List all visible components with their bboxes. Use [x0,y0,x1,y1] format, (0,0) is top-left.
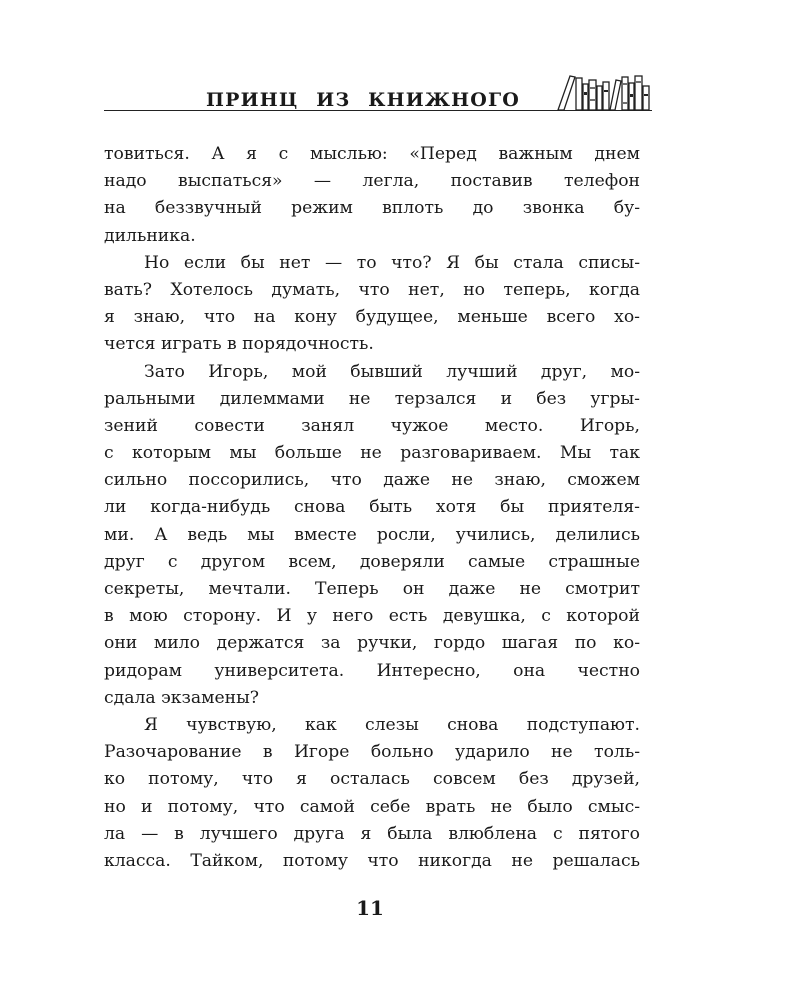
running-head-title: ПРИНЦ ИЗ КНИЖНОГО [206,89,521,111]
text-line: на беззвучный режим вплоть до звонка бу- [104,198,640,219]
text-line: чется играть в порядочность. [104,334,374,355]
paragraph-2 [104,250,640,359]
text-line: дильника. [104,225,196,246]
text-line: товиться. А я с мыслью: «Перед важным днем [104,144,640,164]
text-line: сдала экзамены? [104,687,259,708]
text-line: Зато Игорь, мой бывший лучший друг, мо- [144,361,640,382]
running-head [104,72,652,114]
text-line: Я чувствую, как слезы снова подступают. [144,714,640,735]
body-text [104,141,640,875]
books-on-shelf-icon [556,74,652,112]
text-line: ми. А ведь мы вместе росли, учились, делились [104,524,640,545]
text-line: надо выспаться» — легла, поставив телефон [104,171,640,192]
text-line: сильно поссорились, что даже не знаю, сможем [104,470,640,491]
paragraph-4 [104,712,640,875]
text-line: друг с другом всем, доверяли самые страшные [104,551,640,572]
text-line: ла — в лучшего друга я была влюблена с пятого [104,823,640,844]
text-line: зений совести занял чужое место. Игорь, [104,415,640,436]
paragraph-1 [104,141,640,250]
text-line: вать? Хотелось думать, что нет, но теперь, когда [104,279,640,300]
text-line: в мою сторону. И у него есть девушка, с которой [104,606,640,627]
text-line: но и потому, что самой себе врать не было смыс- [104,796,640,817]
page-number: 11 [356,896,384,920]
text-line: ральными дилеммами не терзался и без угры- [104,388,640,409]
text-line: они мило держатся за ручки, гордо шагая по ко- [104,633,640,654]
paragraph-3 [104,359,640,712]
text-line: Но если бы нет — то что? Я бы стала списы- [144,252,640,273]
text-line: ко потому, что я осталась совсем без друзей, [104,769,640,790]
text-line: секреты, мечтали. Теперь он даже не смотрит [104,579,640,599]
text-line: класса. Тайком, потому что никогда не решалась [104,850,640,871]
text-line: ли когда-нибудь снова быть хотя бы приятеля- [104,497,640,518]
text-line: Разочарование в Игоре больно ударило не толь- [104,742,640,763]
text-line: я знаю, что на кону будущее, меньше всего хо- [104,307,640,328]
text-line: с которым мы больше не разговариваем. Мы так [104,443,640,464]
text-line: ридорам университета. Интересно, она честно [104,660,640,681]
